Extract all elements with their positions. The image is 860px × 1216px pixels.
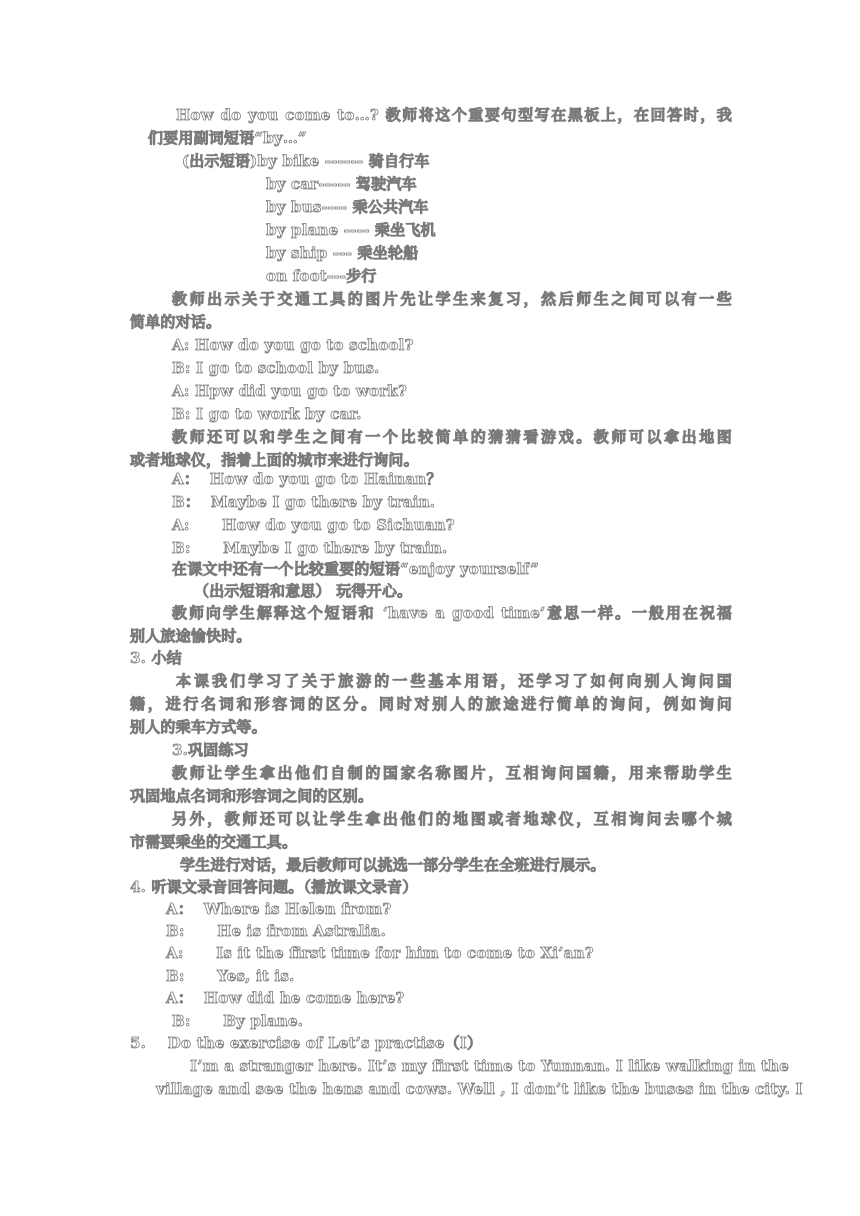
text-line: 籍，进行名词和形容词的区分。同时对别人的旅途进行简单的询问，例如询问 bbox=[130, 695, 732, 713]
dialogue-line: B: He is from Astralia. bbox=[166, 922, 386, 940]
dialogue-line: A: How do you go to school? bbox=[172, 336, 414, 354]
text-line: 巩固地点名词和形容词之间的区别。 bbox=[130, 787, 374, 805]
dialogue-line: B: I go to school by bus. bbox=[172, 359, 380, 377]
text-line: 在课文中还有一个比较重要的短语“enjoy yourself” bbox=[172, 560, 540, 578]
phrase-line: by car----- 驾驶汽车 bbox=[266, 175, 417, 193]
text-line: 或者地球仪，指着上面的城市来进行询问。 bbox=[130, 451, 419, 469]
phrase-line: by ship --- 乘坐轮船 bbox=[266, 244, 419, 262]
dialogue-line: B: I go to work by car. bbox=[172, 405, 362, 423]
section-heading: 3. 小结 bbox=[130, 649, 182, 667]
dialogue-line: A: How do you go to Sichuan? bbox=[172, 516, 455, 534]
section-heading: 3.巩固练习 bbox=[172, 741, 249, 759]
text-line: 另外，教师还可以让学生拿出他们的地图或者地球仪，互相询问去哪个城 bbox=[172, 810, 732, 828]
dialogue-line: A: Is it the first time for him to come to Xi’an? bbox=[166, 944, 594, 962]
text-line: How do you come to…? 教师将这个重要句型写在黑板上，在回答时，我 bbox=[176, 106, 732, 124]
text-line: 简单的对话。 bbox=[130, 313, 222, 331]
dialogue-line: A: Hpw did you go to work? bbox=[172, 382, 408, 400]
text-line: （出示短语和意思） 玩得开心。 bbox=[194, 582, 413, 600]
dialogue-line: A： Where is Helen from? bbox=[166, 900, 392, 918]
text-line: 学生进行对话，最后教师可以挑选一部分学生在全班进行展示。 bbox=[180, 856, 606, 874]
text-line: 别人的乘车方式等。 bbox=[130, 718, 267, 736]
text-line: 们要用副词短语“by…” bbox=[148, 129, 307, 147]
phrase-line: by plane ---- 乘坐飞机 bbox=[266, 221, 436, 239]
text-line: 市需要乘坐的交通工具。 bbox=[130, 833, 298, 851]
dialogue-line: B: Maybe I go there by train. bbox=[172, 539, 448, 557]
dialogue-line: B： Maybe I go there by train. bbox=[172, 493, 436, 511]
text-line: I’m a stranger here. It’s my first time to Yunnan. I like walking in the bbox=[190, 1057, 790, 1075]
text-line: 别人旅途愉快时。 bbox=[130, 627, 252, 645]
dialogue-line: B: Yes, it is. bbox=[166, 967, 295, 985]
section-heading: 4. 听课文录音回答问题。（播放课文录音） bbox=[130, 878, 418, 896]
dialogue-line: B: By plane. bbox=[172, 1012, 304, 1030]
text-line: 教师让学生拿出他们自制的国家名称图片，互相询问国籍，用来帮助学生 bbox=[172, 764, 732, 782]
text-line: 教师还可以和学生之间有一个比较简单的猜猜看游戏。教师可以拿出地图 bbox=[172, 428, 732, 446]
section-heading: 5. Do the exercise of Let’s practise（Ⅰ） bbox=[130, 1034, 483, 1052]
dialogue-line: A： How do you go to Hainan？ bbox=[172, 470, 442, 488]
dialogue-line: A： How did he come here? bbox=[166, 989, 405, 1007]
text-line: 教师出示关于交通工具的图片先让学生来复习，然后师生之间可以有一些 bbox=[172, 290, 732, 308]
text-line: 教师向学生解释这个短语和 ‘have a good time’意思一样。一般用在祝福 bbox=[172, 604, 732, 622]
phrase-line: on foot---步行 bbox=[266, 267, 377, 285]
text-line: village and see the hens and cows. Well , I don’t like the buses in the city. I bbox=[156, 1080, 803, 1098]
text-line: 本课我们学习了关于旅游的一些基本用语，还学习了如何向别人询问国 bbox=[176, 672, 732, 690]
phrase-line: (出示短语)by bike ------ 骑自行车 bbox=[182, 152, 430, 170]
phrase-line: by bus---- 乘公共汽车 bbox=[266, 198, 429, 216]
